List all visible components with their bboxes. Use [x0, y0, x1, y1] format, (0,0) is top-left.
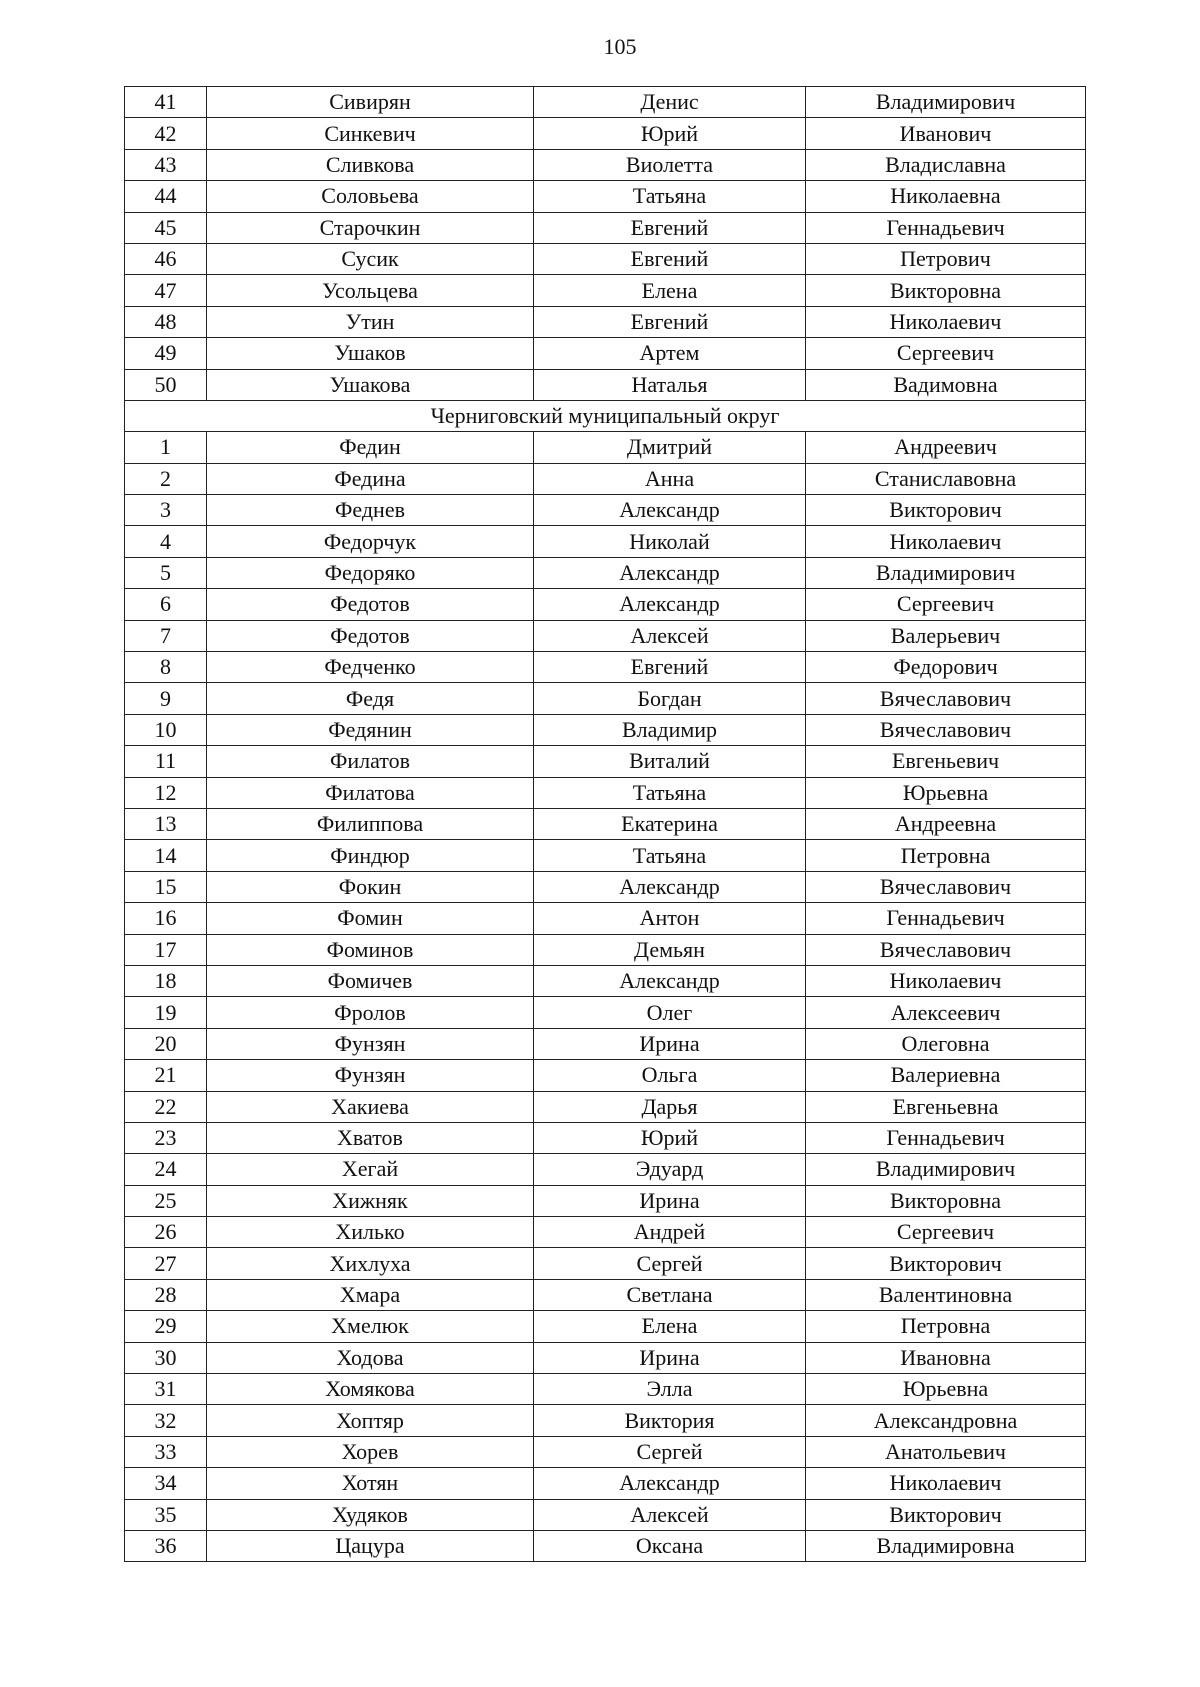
- row-number: 12: [125, 777, 207, 808]
- table-row: [125, 369, 1086, 400]
- row-number: 35: [125, 1499, 207, 1530]
- first-name: Ирина: [534, 1028, 806, 1059]
- patronymic: Вячеславович: [806, 934, 1086, 965]
- first-name: Юрий: [534, 1122, 806, 1153]
- row-number: 16: [125, 903, 207, 934]
- first-name: Татьяна: [534, 840, 806, 871]
- first-name: Александр: [534, 965, 806, 996]
- row-number: 47: [125, 275, 207, 306]
- patronymic: Николаевич: [806, 526, 1086, 557]
- row-number: 17: [125, 934, 207, 965]
- first-name: Светлана: [534, 1279, 806, 1310]
- last-name: Хмелюк: [207, 1311, 534, 1342]
- patronymic: Федорович: [806, 652, 1086, 683]
- first-name: Евгений: [534, 243, 806, 274]
- table-row: [125, 1248, 1086, 1279]
- last-name: Филатова: [207, 777, 534, 808]
- row-number: 20: [125, 1028, 207, 1059]
- table-row: [125, 1405, 1086, 1436]
- table-row: [125, 746, 1086, 777]
- row-number: 50: [125, 369, 207, 400]
- table-row: [125, 338, 1086, 369]
- first-name: Александр: [534, 495, 806, 526]
- first-name: Татьяна: [534, 181, 806, 212]
- row-number: 49: [125, 338, 207, 369]
- table-row: [125, 1185, 1086, 1216]
- first-name: Ольга: [534, 1060, 806, 1091]
- row-number: 46: [125, 243, 207, 274]
- last-name: Ушакова: [207, 369, 534, 400]
- last-name: Соловьева: [207, 181, 534, 212]
- row-number: 33: [125, 1436, 207, 1467]
- last-name: Утин: [207, 306, 534, 337]
- roster-body: [125, 87, 1086, 1562]
- table-row: [125, 463, 1086, 494]
- table-row: [125, 1091, 1086, 1122]
- table-row: [125, 1468, 1086, 1499]
- last-name: Сивирян: [207, 87, 534, 118]
- last-name: Филатов: [207, 746, 534, 777]
- first-name: Алексей: [534, 1499, 806, 1530]
- last-name: Хижняк: [207, 1185, 534, 1216]
- row-number: 31: [125, 1374, 207, 1405]
- page-number: 105: [603, 34, 637, 59]
- row-number: 8: [125, 652, 207, 683]
- table-row: [125, 714, 1086, 745]
- table-row: [125, 1342, 1086, 1373]
- last-name: Хорев: [207, 1436, 534, 1467]
- row-number: 42: [125, 118, 207, 149]
- patronymic: Валериевна: [806, 1060, 1086, 1091]
- row-number: 22: [125, 1091, 207, 1122]
- last-name: Ушаков: [207, 338, 534, 369]
- row-number: 41: [125, 87, 207, 118]
- patronymic: Николаевич: [806, 965, 1086, 996]
- last-name: Федотов: [207, 589, 534, 620]
- last-name: Фунзян: [207, 1028, 534, 1059]
- patronymic: Вячеславович: [806, 871, 1086, 902]
- table-row: [125, 871, 1086, 902]
- table-row: [125, 965, 1086, 996]
- row-number: 25: [125, 1185, 207, 1216]
- first-name: Оксана: [534, 1530, 806, 1561]
- row-number: 13: [125, 808, 207, 839]
- row-number: 4: [125, 526, 207, 557]
- first-name: Артем: [534, 338, 806, 369]
- last-name: Хватов: [207, 1122, 534, 1153]
- row-number: 15: [125, 871, 207, 902]
- patronymic: Вячеславович: [806, 683, 1086, 714]
- first-name: Владимир: [534, 714, 806, 745]
- table-row: [125, 997, 1086, 1028]
- first-name: Демьян: [534, 934, 806, 965]
- row-number: 11: [125, 746, 207, 777]
- last-name: Федин: [207, 432, 534, 463]
- row-number: 29: [125, 1311, 207, 1342]
- last-name: Феднев: [207, 495, 534, 526]
- table-row: [125, 1436, 1086, 1467]
- patronymic: Владимирович: [806, 87, 1086, 118]
- last-name: Цацура: [207, 1530, 534, 1561]
- first-name: Элла: [534, 1374, 806, 1405]
- first-name: Денис: [534, 87, 806, 118]
- first-name: Эдуард: [534, 1154, 806, 1185]
- first-name: Татьяна: [534, 777, 806, 808]
- table-row: [125, 1217, 1086, 1248]
- first-name: Николай: [534, 526, 806, 557]
- first-name: Наталья: [534, 369, 806, 400]
- table-row: [125, 243, 1086, 274]
- row-number: 10: [125, 714, 207, 745]
- first-name: Евгений: [534, 212, 806, 243]
- table-row: [125, 212, 1086, 243]
- patronymic: Николаевна: [806, 181, 1086, 212]
- first-name: Виктория: [534, 1405, 806, 1436]
- last-name: Филиппова: [207, 808, 534, 839]
- last-name: Федянин: [207, 714, 534, 745]
- patronymic: Владимирович: [806, 557, 1086, 588]
- patronymic: Сергеевич: [806, 1217, 1086, 1248]
- last-name: Федоряко: [207, 557, 534, 588]
- patronymic: Николаевич: [806, 306, 1086, 337]
- patronymic: Юрьевна: [806, 777, 1086, 808]
- first-name: Александр: [534, 871, 806, 902]
- table-row: [125, 1122, 1086, 1153]
- patronymic: Олеговна: [806, 1028, 1086, 1059]
- table-row: [125, 934, 1086, 965]
- patronymic: Петровна: [806, 840, 1086, 871]
- row-number: 5: [125, 557, 207, 588]
- patronymic: Евгеньевич: [806, 746, 1086, 777]
- last-name: Хихлуха: [207, 1248, 534, 1279]
- roster-table: [124, 86, 1086, 1562]
- first-name: Дмитрий: [534, 432, 806, 463]
- table-row: [125, 1154, 1086, 1185]
- first-name: Антон: [534, 903, 806, 934]
- patronymic: Викторович: [806, 495, 1086, 526]
- table-row: [125, 1530, 1086, 1561]
- patronymic: Владиславна: [806, 149, 1086, 180]
- table-row: [125, 306, 1086, 337]
- first-name: Анна: [534, 463, 806, 494]
- last-name: Усольцева: [207, 275, 534, 306]
- table-row: [125, 808, 1086, 839]
- row-number: 23: [125, 1122, 207, 1153]
- row-number: 26: [125, 1217, 207, 1248]
- row-number: 9: [125, 683, 207, 714]
- first-name: Виолетта: [534, 149, 806, 180]
- patronymic: Викторовна: [806, 275, 1086, 306]
- section-title: Черниговский муниципальный округ: [125, 400, 1086, 431]
- table-row: [125, 777, 1086, 808]
- first-name: Юрий: [534, 118, 806, 149]
- patronymic: Валерьевич: [806, 620, 1086, 651]
- row-number: 43: [125, 149, 207, 180]
- last-name: Ходова: [207, 1342, 534, 1373]
- last-name: Фролов: [207, 997, 534, 1028]
- patronymic: Геннадьевич: [806, 903, 1086, 934]
- last-name: Федя: [207, 683, 534, 714]
- last-name: Фоминов: [207, 934, 534, 965]
- table-row: [125, 1311, 1086, 1342]
- first-name: Сергей: [534, 1248, 806, 1279]
- first-name: Александр: [534, 1468, 806, 1499]
- row-number: 14: [125, 840, 207, 871]
- table-row: [125, 557, 1086, 588]
- last-name: Хегай: [207, 1154, 534, 1185]
- table-row: [125, 181, 1086, 212]
- table-row: [125, 589, 1086, 620]
- row-number: 24: [125, 1154, 207, 1185]
- last-name: Сусик: [207, 243, 534, 274]
- patronymic: Геннадьевич: [806, 1122, 1086, 1153]
- first-name: Сергей: [534, 1436, 806, 1467]
- first-name: Екатерина: [534, 808, 806, 839]
- table-row: [125, 652, 1086, 683]
- patronymic: Валентиновна: [806, 1279, 1086, 1310]
- last-name: Хакиева: [207, 1091, 534, 1122]
- patronymic: Николаевич: [806, 1468, 1086, 1499]
- patronymic: Викторовна: [806, 1185, 1086, 1216]
- patronymic: Иванович: [806, 118, 1086, 149]
- table-row: [125, 903, 1086, 934]
- section-heading-row: [125, 400, 1086, 431]
- last-name: Хотян: [207, 1468, 534, 1499]
- patronymic: Петровна: [806, 1311, 1086, 1342]
- row-number: 6: [125, 589, 207, 620]
- patronymic: Владимирович: [806, 1154, 1086, 1185]
- last-name: Фомин: [207, 903, 534, 934]
- patronymic: Андреевна: [806, 808, 1086, 839]
- table-row: [125, 87, 1086, 118]
- row-number: 30: [125, 1342, 207, 1373]
- last-name: Федченко: [207, 652, 534, 683]
- last-name: Федорчук: [207, 526, 534, 557]
- first-name: Андрей: [534, 1217, 806, 1248]
- patronymic: Викторович: [806, 1499, 1086, 1530]
- table-row: [125, 118, 1086, 149]
- last-name: Хоптяр: [207, 1405, 534, 1436]
- last-name: Фомичев: [207, 965, 534, 996]
- patronymic: Станиславовна: [806, 463, 1086, 494]
- first-name: Олег: [534, 997, 806, 1028]
- first-name: Евгений: [534, 652, 806, 683]
- patronymic: Владимировна: [806, 1530, 1086, 1561]
- last-name: Старочкин: [207, 212, 534, 243]
- first-name: Дарья: [534, 1091, 806, 1122]
- first-name: Евгений: [534, 306, 806, 337]
- patronymic: Вадимовна: [806, 369, 1086, 400]
- patronymic: Александровна: [806, 1405, 1086, 1436]
- patronymic: Сергеевич: [806, 589, 1086, 620]
- row-number: 3: [125, 495, 207, 526]
- patronymic: Юрьевна: [806, 1374, 1086, 1405]
- first-name: Елена: [534, 1311, 806, 1342]
- last-name: Синкевич: [207, 118, 534, 149]
- patronymic: Алексеевич: [806, 997, 1086, 1028]
- row-number: 21: [125, 1060, 207, 1091]
- first-name: Елена: [534, 275, 806, 306]
- last-name: Хилько: [207, 1217, 534, 1248]
- first-name: Александр: [534, 589, 806, 620]
- row-number: 19: [125, 997, 207, 1028]
- patronymic: Вячеславович: [806, 714, 1086, 745]
- table-row: [125, 526, 1086, 557]
- last-name: Сливкова: [207, 149, 534, 180]
- last-name: Худяков: [207, 1499, 534, 1530]
- last-name: Хомякова: [207, 1374, 534, 1405]
- patronymic: Геннадьевич: [806, 212, 1086, 243]
- patronymic: Петрович: [806, 243, 1086, 274]
- row-number: 28: [125, 1279, 207, 1310]
- table-row: [125, 432, 1086, 463]
- table-row: [125, 1060, 1086, 1091]
- table-row: [125, 275, 1086, 306]
- row-number: 45: [125, 212, 207, 243]
- row-number: 7: [125, 620, 207, 651]
- patronymic: Анатольевич: [806, 1436, 1086, 1467]
- last-name: Фунзян: [207, 1060, 534, 1091]
- row-number: 32: [125, 1405, 207, 1436]
- first-name: Ирина: [534, 1185, 806, 1216]
- table-row: [125, 149, 1086, 180]
- last-name: Финдюр: [207, 840, 534, 871]
- table-row: [125, 1499, 1086, 1530]
- patronymic: Андреевич: [806, 432, 1086, 463]
- last-name: Фокин: [207, 871, 534, 902]
- row-number: 36: [125, 1530, 207, 1561]
- patronymic: Ивановна: [806, 1342, 1086, 1373]
- first-name: Виталий: [534, 746, 806, 777]
- table-row: [125, 1279, 1086, 1310]
- table-row: [125, 1028, 1086, 1059]
- table-row: [125, 840, 1086, 871]
- row-number: 1: [125, 432, 207, 463]
- first-name: Алексей: [534, 620, 806, 651]
- patronymic: Сергеевич: [806, 338, 1086, 369]
- row-number: 34: [125, 1468, 207, 1499]
- row-number: 48: [125, 306, 207, 337]
- row-number: 27: [125, 1248, 207, 1279]
- table-row: [125, 1374, 1086, 1405]
- table-row: [125, 620, 1086, 651]
- last-name: Федина: [207, 463, 534, 494]
- first-name: Богдан: [534, 683, 806, 714]
- patronymic: Евгеньевна: [806, 1091, 1086, 1122]
- last-name: Хмара: [207, 1279, 534, 1310]
- last-name: Федотов: [207, 620, 534, 651]
- row-number: 18: [125, 965, 207, 996]
- row-number: 2: [125, 463, 207, 494]
- table-row: [125, 683, 1086, 714]
- first-name: Ирина: [534, 1342, 806, 1373]
- row-number: 44: [125, 181, 207, 212]
- first-name: Александр: [534, 557, 806, 588]
- patronymic: Викторович: [806, 1248, 1086, 1279]
- table-row: [125, 495, 1086, 526]
